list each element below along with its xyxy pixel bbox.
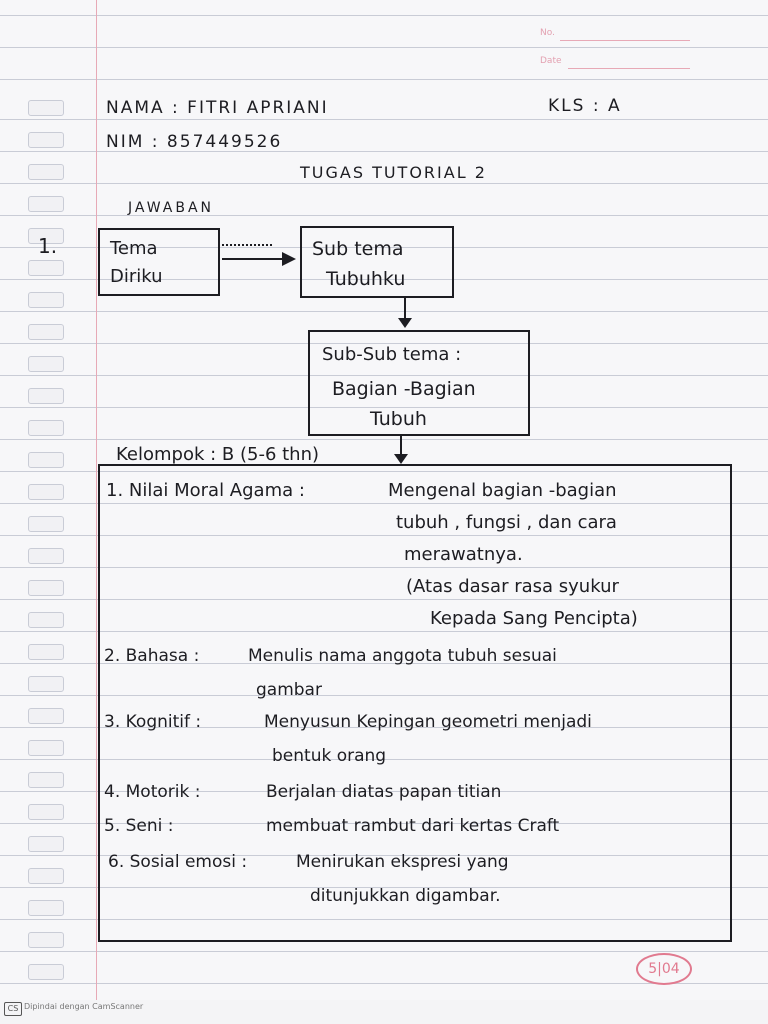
aspects-box <box>98 464 732 942</box>
date-line <box>568 68 690 69</box>
aspect-6-text-2: ditunjukkan digambar. <box>310 886 501 906</box>
student-class: KLS : A <box>548 96 622 116</box>
aspect-1-text-1: Mengenal bagian -bagian <box>388 480 617 501</box>
page-number-stamp: 5|04 <box>636 953 692 985</box>
aspect-6-text-1: Menirukan ekspresi yang <box>296 852 509 872</box>
subsubtema-value-1: Bagian -Bagian <box>332 378 476 400</box>
binding-hole <box>28 612 64 628</box>
dotted-connector <box>222 244 272 246</box>
tema-box <box>98 228 220 296</box>
binding-hole <box>28 548 64 564</box>
binding-hole <box>28 644 64 660</box>
aspect-1-text-4: (Atas dasar rasa syukur <box>406 576 619 597</box>
subtema-label: Sub tema <box>312 238 404 260</box>
binding-hole <box>28 868 64 884</box>
question-number: 1. <box>38 234 58 258</box>
tema-label: Tema <box>110 238 158 259</box>
subtema-value: Tubuhku <box>326 268 406 290</box>
binding-hole <box>28 676 64 692</box>
binding-hole <box>28 900 64 916</box>
aspect-3-text-2: bentuk orang <box>272 746 387 766</box>
subsubtema-box <box>308 330 530 436</box>
subsubtema-label: Sub-Sub tema : <box>322 344 462 365</box>
camscanner-logo-icon: CS <box>4 1002 22 1016</box>
binding-hole <box>28 100 64 116</box>
aspect-3-text-1: Menyusun Kepingan geometri menjadi <box>264 712 592 732</box>
aspect-1-text-3: merawatnya. <box>404 544 523 565</box>
aspect-5-label: 5. Seni : <box>104 816 174 836</box>
binding-hole <box>28 132 64 148</box>
no-line <box>560 40 690 41</box>
aspect-1-label: 1. Nilai Moral Agama : <box>106 480 305 501</box>
binding-hole <box>28 708 64 724</box>
binding-hole <box>28 356 64 372</box>
binding-hole <box>28 804 64 820</box>
aspect-2-text-2: gambar <box>256 680 322 700</box>
no-label: No. <box>540 28 555 38</box>
binding-hole <box>28 484 64 500</box>
aspect-3-label: 3. Kognitif : <box>104 712 202 732</box>
margin-line <box>96 0 97 1000</box>
kelompok-label: Kelompok : B (5-6 thn) <box>116 444 320 465</box>
assignment-title: TUGAS TUTORIAL 2 <box>300 163 487 182</box>
binding-hole <box>28 196 64 212</box>
binding-hole <box>28 388 64 404</box>
arrow-down-icon <box>394 454 408 464</box>
binding-hole <box>28 740 64 756</box>
scanner-watermark: Dipindai dengan CamScanner <box>24 1002 144 1011</box>
subsubtema-value-2: Tubuh <box>370 408 427 430</box>
date-label: Date <box>540 56 562 66</box>
binding-hole <box>28 772 64 788</box>
aspect-1-text-5: Kepada Sang Pencipta) <box>430 608 638 629</box>
arrow-shaft <box>222 258 286 260</box>
student-name: NAMA : FITRI APRIANI <box>106 98 329 118</box>
aspect-2-text-1: Menulis nama anggota tubuh sesuai <box>248 646 557 666</box>
binding-hole <box>28 324 64 340</box>
tema-value: Diriku <box>110 266 163 287</box>
binding-hole <box>28 164 64 180</box>
binding-hole <box>28 452 64 468</box>
answer-heading: JAWABAN <box>128 200 215 216</box>
binding-hole <box>28 836 64 852</box>
binding-hole <box>28 292 64 308</box>
binding-hole <box>28 516 64 532</box>
aspect-5-text-1: membuat rambut dari kertas Craft <box>266 816 560 836</box>
arrow-shaft <box>400 434 402 456</box>
arrow-right-icon <box>282 252 296 266</box>
binding-hole <box>28 932 64 948</box>
aspect-6-label: 6. Sosial emosi : <box>108 852 248 872</box>
student-nim: NIM : 857449526 <box>106 132 283 152</box>
arrow-down-icon <box>398 318 412 328</box>
binding-hole <box>28 260 64 276</box>
binding-hole <box>28 420 64 436</box>
binding-hole <box>28 964 64 980</box>
aspect-4-label: 4. Motorik : <box>104 782 201 802</box>
aspect-2-label: 2. Bahasa : <box>104 646 200 666</box>
aspect-4-text-1: Berjalan diatas papan titian <box>266 782 502 802</box>
binding-hole <box>28 580 64 596</box>
aspect-1-text-2: tubuh , fungsi , dan cara <box>396 512 617 533</box>
subtema-box <box>300 226 454 298</box>
